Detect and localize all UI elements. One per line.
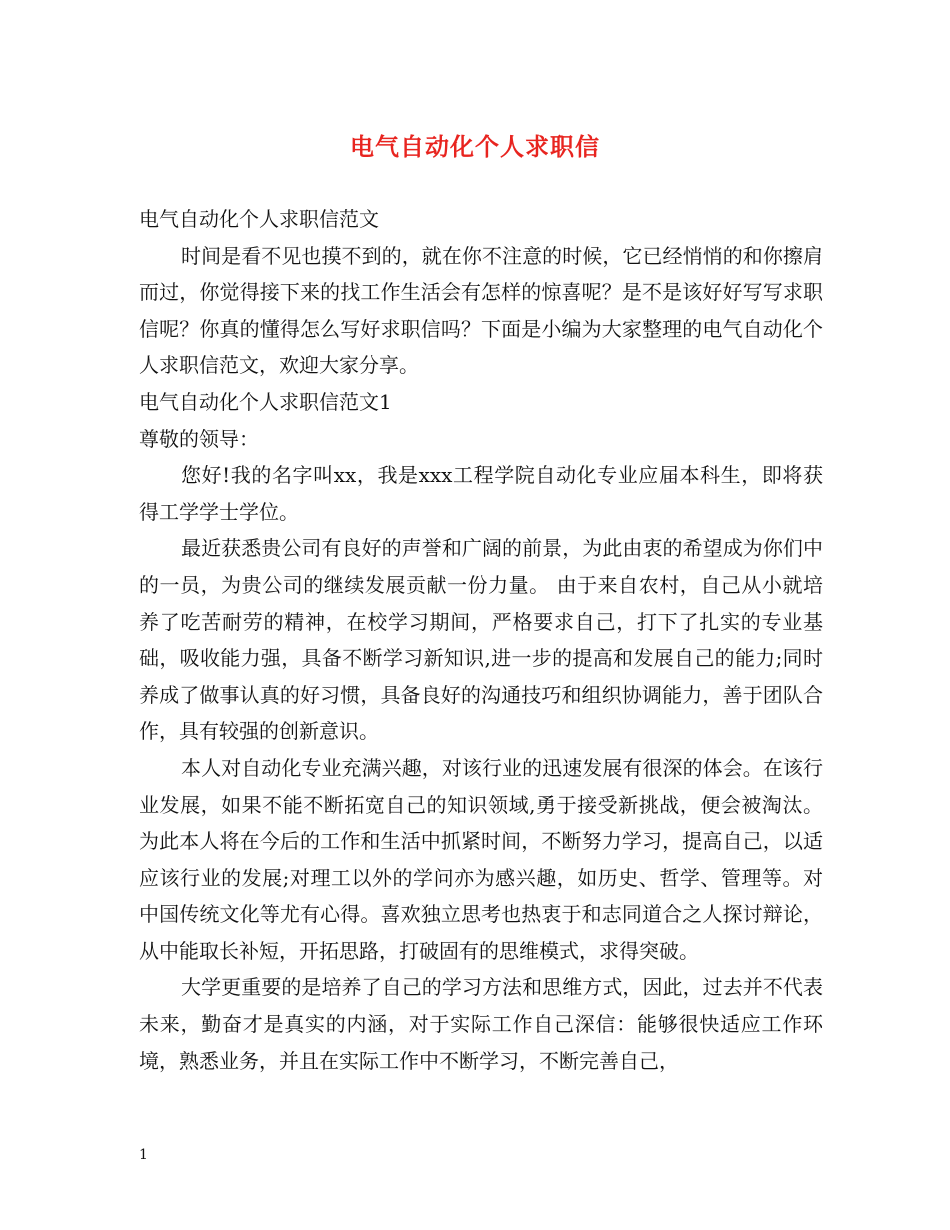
background-paragraph: 最近获悉贵公司有良好的声誉和广阔的前景，为此由衷的希望成为你们中的一员，为贵公司的继续发展贡献一份力量。 由于来自农村，自己从小就培养了吃苦耐劳的精神，在校学习期间，严格要求自己，打下了扎实的专业基础，吸收能力强，具备不断学习新知识,进一步的提高和发展自己的能力;同时养成了做事认真的好习惯，具备良好的沟通技巧和组织协调能力，善于团队合作，具有较强的创新意识。 — [139, 536, 823, 744]
sample-heading: 电气自动化个人求职信范文1 — [139, 389, 392, 414]
interest-paragraph: 本人对自动化专业充满兴趣，对该行业的迅速发展有很深的体会。在该行业发展，如果不能不断拓宽自己的知识领域,勇于接受新挑战，便会被淘汰。为此本人将在今后的工作和生活中抓紧时间，不断努力学习，提高自己，以适应该行业的发展;对理工以外的学问亦为感兴趣，如历史、哲学、管理等。对中国传统文化等尤有心得。喜欢独立思考也热衷于和志同道合之人探讨辩论，从中能取长补短，开拓思路，打破固有的思维模式，求得突破。 — [139, 755, 823, 963]
document-body — [139, 201, 823, 1079]
document-title: 电气自动化个人求职信 — [350, 132, 600, 161]
greeting-paragraph: 您好!我的名字叫xx，我是xxx工程学院自动化专业应届本科生，即将获得工学学士学位。 — [139, 463, 823, 524]
intro-paragraph: 时间是看不见也摸不到的，就在你不注意的时候，它已经悄悄的和你擦肩而过，你觉得接下来的找工作生活会有怎样的惊喜呢？是不是该好好写写求职信呢？你真的懂得怎么写好求职信吗？下面是小编为大家整理的电气自动化个人求职信范文，欢迎大家分享。 — [139, 243, 823, 378]
closing-paragraph: 大学更重要的是培养了自己的学习方法和思维方式，因此，过去并不代表未来，勤奋才是真实的内涵，对于实际工作自己深信：能够很快适应工作环境，熟悉业务，并且在实际工作中不断学习，不断完善自己， — [139, 975, 823, 1073]
subtitle-line: 电气自动化个人求职信范文 — [139, 207, 379, 231]
salutation: 尊敬的领导： — [139, 426, 259, 451]
page-number: 1 — [139, 1147, 148, 1163]
